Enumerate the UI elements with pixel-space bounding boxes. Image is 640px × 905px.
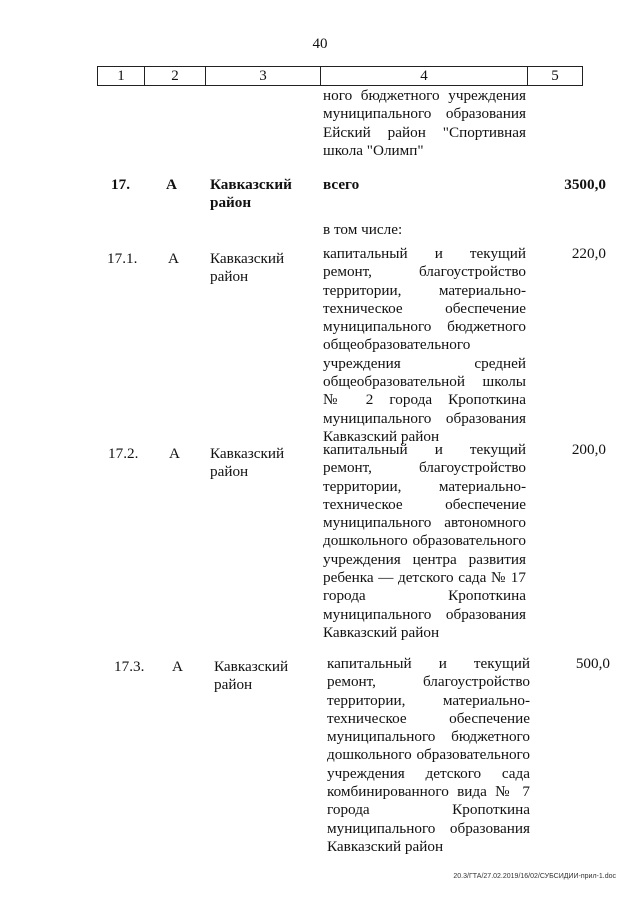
continuation-text: ного бюджетного учреждения муниципального образования Ейский район "Спортивная школа "Олимп" xyxy=(323,87,526,159)
row-17-3-category: А xyxy=(172,658,183,675)
in-that-number: в том числе: xyxy=(323,221,403,238)
row-17-1-number: 17.1. xyxy=(107,250,138,267)
row-17-3-amount: 500,0 xyxy=(575,655,610,672)
page-number: 40 xyxy=(312,36,328,52)
header-col-2: 2 xyxy=(144,67,205,85)
row-17-1-amount: 220,0 xyxy=(571,245,606,262)
row-17-2-number: 17.2. xyxy=(108,445,139,462)
row-17-1-desc: капитальный и текущий ремонт, благоустройство территории, материально-техническое обеспечение муниципального бюджетного общеобразовательного учреждения средней общеобразовательной школы № 2 города Кропоткина муниципального образования Кавказский район xyxy=(323,245,526,445)
header-col-1: 1 xyxy=(117,68,125,84)
row-17-3-number: 17.3. xyxy=(114,658,145,675)
document-footer: 20.3/ГТА/27.02.2019/16/02/СУБСИДИИ-прил-1.doc xyxy=(453,873,616,880)
row-17-desc: всего xyxy=(323,176,360,193)
row-17-amount: 3500,0 xyxy=(564,176,606,193)
table-header xyxy=(97,66,583,86)
row-17-category: А xyxy=(166,176,177,193)
header-col-5: 5 xyxy=(527,67,582,85)
row-17-2-desc: капитальный и текущий ремонт, благоустройство территории, материально-техническое обеспечение муниципального автономного дошкольного образовательного учреждения центра развития ребенка — детского сада № 17 города Кропоткина муниципального образования Кавказский район xyxy=(323,441,526,641)
row-17-3-desc: капитальный и текущий ремонт, благоустройство территории, материально-техническое обеспечение муниципального бюджетного дошкольного образовательного учреждения детского сада комбинированного вида № 7 города Кропоткина муниципального образования Кавказский район xyxy=(327,655,530,855)
row-17-1-district: Кавказский район xyxy=(210,250,285,286)
row-17-number: 17. xyxy=(111,176,130,193)
row-17-1-category: А xyxy=(168,250,179,267)
header-col-3: 3 xyxy=(205,67,320,85)
header-col-4: 4 xyxy=(320,67,527,85)
row-17-2-district: Кавказский район xyxy=(210,445,285,481)
row-17-3-district: Кавказский район xyxy=(214,658,289,694)
row-17-2-category: А xyxy=(169,445,180,462)
row-17-2-amount: 200,0 xyxy=(571,441,606,458)
row-17-district: Кавказский район xyxy=(210,176,292,212)
